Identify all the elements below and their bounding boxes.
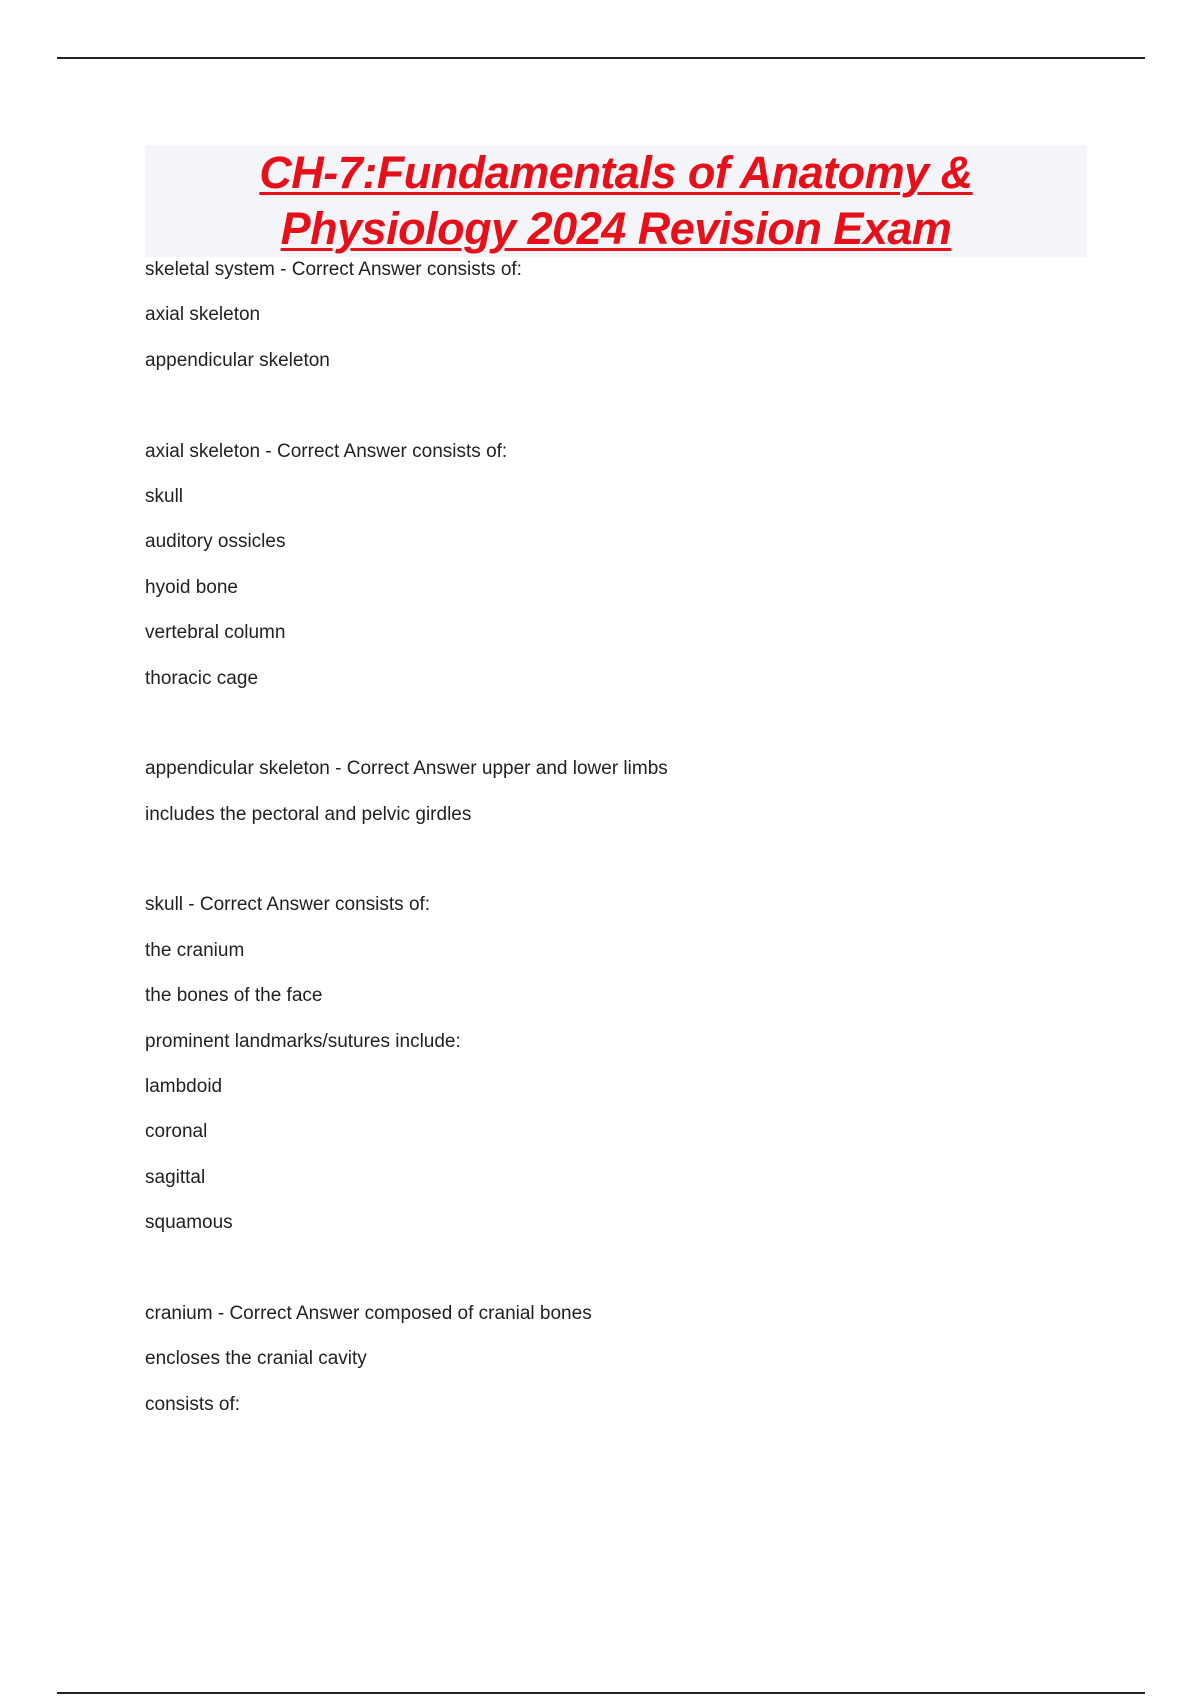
- text-line: auditory ossicles: [145, 531, 286, 553]
- text-line: skull - Correct Answer consists of:: [145, 894, 431, 916]
- text-line: axial skeleton - Correct Answer consists of:: [145, 440, 508, 462]
- text-line: the bones of the face: [145, 985, 323, 1007]
- title-line-1: CH-7:Fundamentals of Anatomy &: [259, 147, 973, 198]
- blank-line: [145, 393, 1085, 438]
- title-banner: [145, 145, 1087, 257]
- text-line: cranium - Correct Answer composed of cranial bones: [145, 1302, 592, 1324]
- text-line: sagittal: [145, 1166, 206, 1188]
- blank-line: [145, 1256, 1085, 1301]
- header-rule: [57, 57, 1145, 59]
- document-body: [145, 257, 1085, 1437]
- text-line: hyoid bone: [145, 576, 238, 598]
- text-line: includes the pectoral and pelvic girdles: [145, 803, 472, 825]
- text-line: prominent landmarks/sutures include:: [145, 1030, 461, 1052]
- text-line: coronal: [145, 1121, 208, 1143]
- text-line: skull: [145, 485, 184, 507]
- text-line: encloses the cranial cavity: [145, 1348, 367, 1370]
- text-line: the cranium: [145, 939, 245, 961]
- text-line: axial skeleton: [145, 304, 261, 326]
- footer-rule: [57, 1692, 1145, 1694]
- title-line-2: Physiology 2024 Revision Exam: [280, 203, 952, 254]
- text-line: consists of:: [145, 1393, 241, 1415]
- text-line: squamous: [145, 1212, 233, 1234]
- text-line: skeletal system - Correct Answer consists of:: [145, 259, 522, 280]
- blank-line: [145, 847, 1085, 892]
- text-line: appendicular skeleton - Correct Answer upper and lower limbs: [145, 758, 668, 780]
- blank-line: [145, 711, 1085, 756]
- text-line: lambdoid: [145, 1076, 223, 1098]
- text-line: appendicular skeleton: [145, 349, 330, 371]
- text-line: thoracic cage: [145, 667, 259, 689]
- text-line: vertebral column: [145, 622, 286, 644]
